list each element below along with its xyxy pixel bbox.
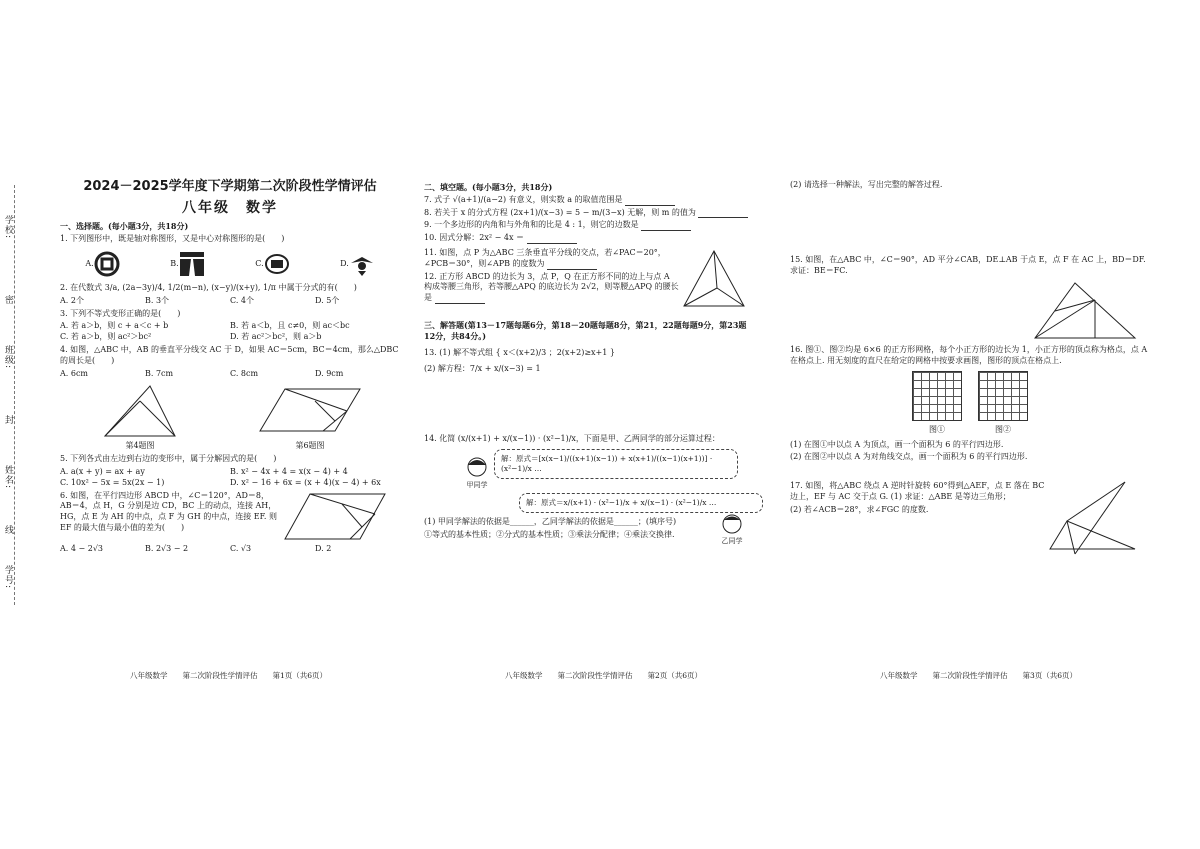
id-label: 学号: — [3, 565, 13, 590]
q1-figures — [60, 249, 400, 279]
q2-options — [60, 296, 400, 307]
option-a: A. 2个 — [60, 295, 84, 305]
boy-avatar-icon — [719, 511, 745, 537]
option-d: D. 2 — [315, 543, 332, 553]
question-8: 8. 若关于 x 的分式方程 (2x+1)/(x−3) = 5 − m/(3−x) 无解，则 m 的值为 — [424, 208, 754, 219]
student-a: 甲同学 — [464, 455, 490, 490]
question-11: 11. 如图，点 P 为△ABC 三条垂直平分线的交点，若∠PAC＝20°，∠PCB＝30°，则∠APB 的度数为 — [424, 247, 666, 268]
section-title: 一、选择题。(每小题3分，共18分) — [60, 221, 189, 232]
option-d: D. x² − 16 + 6x = (x + 4)(x − 4) + 6x — [230, 477, 381, 487]
question-13-2: (2) 解方程：7/x + x/(x−3) = 1 — [424, 364, 541, 374]
section-title: 二、填空题。(每小题3分，共18分) — [424, 182, 553, 192]
q6-parallelogram-figure — [280, 489, 390, 544]
page-3 — [790, 178, 1150, 564]
name-label: 姓名: — [3, 465, 13, 490]
grid-2[interactable] — [978, 371, 1028, 421]
option-c: C. 4个 — [230, 295, 255, 305]
question-6: 6. 如图，在平行四边形 ABCD 中，∠C＝120°，AD＝8，AB＝4，点 H，G 分别是边 CD，BC 上的动点，连接 AH，HG，点 E 为 AH 的中点，点 F 为 GH 的中点，连接 EF. 则 EF 的最大值与最小值的差为( ) — [60, 490, 277, 532]
page-footer: 八年级数学 第二次阶段性学情评估 第2页（共6页） — [505, 671, 703, 680]
grid-1[interactable] — [912, 371, 962, 421]
question-17-2: (2) 若∠ACB＝28°，求∠FGC 的度数. — [790, 504, 929, 514]
question-13-1: 13. (1) 解不等式组 { x＜(x+2)/3 ；2(x+2)≥x+1 } — [424, 347, 615, 357]
answer-blank[interactable] — [435, 295, 485, 304]
answer-blank[interactable] — [698, 209, 748, 218]
question-5: 5. 下列各式由左边到右边的变形中，属于分解因式的是( ) — [60, 454, 277, 464]
page-1 — [60, 178, 400, 554]
option-a: A. 4 − 2√3 — [60, 543, 104, 553]
question-16-2: (2) 在图②中以点 A 为对角线交点，画一个面积为 6 的平行四边形. — [790, 452, 1028, 462]
option-c: C. 若 a＞b，则 ac²＞bc² — [60, 332, 152, 342]
triangle-figure — [95, 381, 185, 441]
question-7: 7. 式子 √(a+1)/(a−2) 有意义，则实数 a 的取值范围是 — [424, 195, 754, 206]
question-2: 2. 在代数式 3/a, (2a−3y)/4, 1/2(m−n), (x−y)/(x+y), 1/π 中属于分式的有( ) — [60, 283, 357, 293]
q17-rotation-figure — [1045, 479, 1140, 564]
option-b: B. 7cm — [145, 368, 174, 378]
question-3: 3. 下列不等式变形正确的是( ) — [60, 308, 181, 318]
answer-blank[interactable] — [547, 261, 597, 270]
fig-caption: 第4题图 — [125, 441, 155, 451]
question-14-1: (1) 甲同学解法的依据是______，乙同学解法的依据是______；(填序号) — [424, 517, 677, 527]
seal-char: 密 — [3, 295, 13, 305]
question-14-2: (2) 请选择一种解法，写出完整的解答过程. — [790, 180, 943, 189]
bird-emblem-icon: D. — [338, 249, 378, 279]
question-15: 15. 如图，在△ABC 中，∠C＝90°，AD 平分∠CAB，DE⊥AB 于点 E，点 F 在 AC 上，BD＝DF. 求证：BE＝FC. — [790, 254, 1146, 275]
question-14-options: ①等式的基本性质；②分式的基本性质；③乘法分配律；④乘法交换律. — [424, 530, 675, 540]
binding-strip — [0, 185, 22, 605]
option-b: B. 2√3 − 2 — [145, 543, 189, 553]
q4-options — [60, 369, 400, 380]
option-a: A. 若 a＞b，则 c + a＜c + b — [60, 321, 169, 331]
q4-q6-figures — [60, 381, 400, 452]
question-10: 10. 因式分解：2x² − 4x ＝ — [424, 233, 754, 244]
answer-blank[interactable] — [527, 235, 577, 244]
q3-options — [60, 321, 400, 343]
q15-triangle-figure — [1030, 278, 1140, 343]
option-b: B. x² − 4x + 4 = x(x − 4) + 4 — [230, 467, 348, 476]
question-4: 4. 如图，△ABC 中，AB 的垂直平分线交 AC 于 D，如果 AC＝5cm，BC＝4cm，那么△DBC 的周长是( ) — [60, 345, 399, 365]
q16-grids: 图① 图② — [790, 371, 1150, 436]
option-d: D. 若 ac²＞bc²，则 a＞b — [230, 332, 322, 342]
bank-logo-icon: A. — [83, 249, 123, 279]
q6-options — [60, 544, 400, 555]
answer-blank[interactable] — [641, 222, 691, 231]
page-footer: 八年级数学 第二次阶段性学情评估 第3页（共6页） — [880, 671, 1078, 680]
option-d: D. 9cm — [315, 368, 344, 378]
solution-b: 解：原式＝x/(x+1) · (x²−1)/x + x/(x−1) · (x²−1)/x … — [519, 493, 763, 513]
page-footer: 八年级数学 第二次阶段性学情评估 第1页（共6页） — [130, 671, 328, 680]
parallelogram-figure — [255, 381, 365, 441]
page-2 — [424, 178, 754, 543]
q5-options — [60, 467, 400, 489]
question-14: 14. 化简 (x/(x+1) + x/(x−1)) · (x²−1)/x，下面是甲、乙两同学的部分运算过程： — [424, 434, 720, 444]
option-a: A. a(x + y) = ax + ay — [60, 467, 145, 476]
option-c: C. 8cm — [230, 368, 259, 378]
road-icon: B. — [168, 249, 208, 279]
q11-triangle-figure — [679, 246, 749, 316]
question-9: 9. 一个多边形的内角和与外角和的比是 4 : 1，则它的边数是 — [424, 220, 754, 231]
section-title: 三、解答题(第13－17题每题6分，第18－20题每题8分，第21，22题每题9分，第23题12分，共84分。) — [424, 319, 747, 341]
option-c: C. 10x² − 5x = 5x(2x − 1) — [60, 477, 165, 487]
option-b: B. 3个 — [145, 295, 170, 305]
option-b: B. 若 a＜b，且 c≠0，则 ac＜bc — [230, 321, 350, 331]
girl-avatar-icon — [464, 455, 490, 481]
answer-blank[interactable] — [625, 197, 675, 206]
question-1: 1. 下列图形中，既是轴对称图形，又是中心对称图形的是( ) — [60, 234, 285, 244]
student-b: 乙同学 — [719, 511, 745, 546]
question-16: 16. 图①、图②均是 6×6 的正方形网格，每个小正方形的边长为 1，小正方形的顶点称为格点，点 A 在格点上. 用无刻度的直尺在给定的网格中按要求画图，图形的顶点在格点上. — [790, 345, 1148, 366]
option-c: C. √3 — [230, 543, 252, 553]
exam-subtitle: 八年级 数学 — [182, 199, 278, 216]
option-a: A. 6cm — [60, 368, 89, 378]
ornament-icon: C. — [253, 249, 293, 279]
exam-title: 2024－2025学年度下学期第二次阶段性学情评估 — [83, 179, 377, 194]
question-16-1: (1) 在图①中以点 A 为顶点，画一个面积为 6 的平行四边形. — [790, 439, 1004, 449]
seal-line — [14, 185, 15, 605]
school-label: 学校: — [3, 215, 13, 240]
fig-caption: 第6题图 — [295, 441, 325, 451]
question-17: 17. 如图，将△ABC 绕点 A 逆时针旋转 60°得到△AEF，点 E 落在 BC 边上，EF 与 AC 交于点 G. (1) 求证：△ABE 是等边三角形； — [790, 481, 1045, 501]
question-12: 12. 正方形 ABCD 的边长为 3，点 P，Q 在正方形不同的边上与点 A 构成等腰三角形，若等腰△APQ 的底边长为 2√2，则等腰△APQ 的腰长是 — [424, 271, 679, 303]
class-label: 班级: — [3, 345, 13, 370]
option-d: D. 5个 — [315, 295, 340, 305]
seal-char: 线 — [3, 525, 13, 535]
seal-char: 封 — [3, 415, 13, 425]
solution-a: 解：原式＝[x(x−1)/((x+1)(x−1)) + x(x+1)/((x−1)(x+1))] · (x²−1)/x … — [494, 449, 738, 479]
